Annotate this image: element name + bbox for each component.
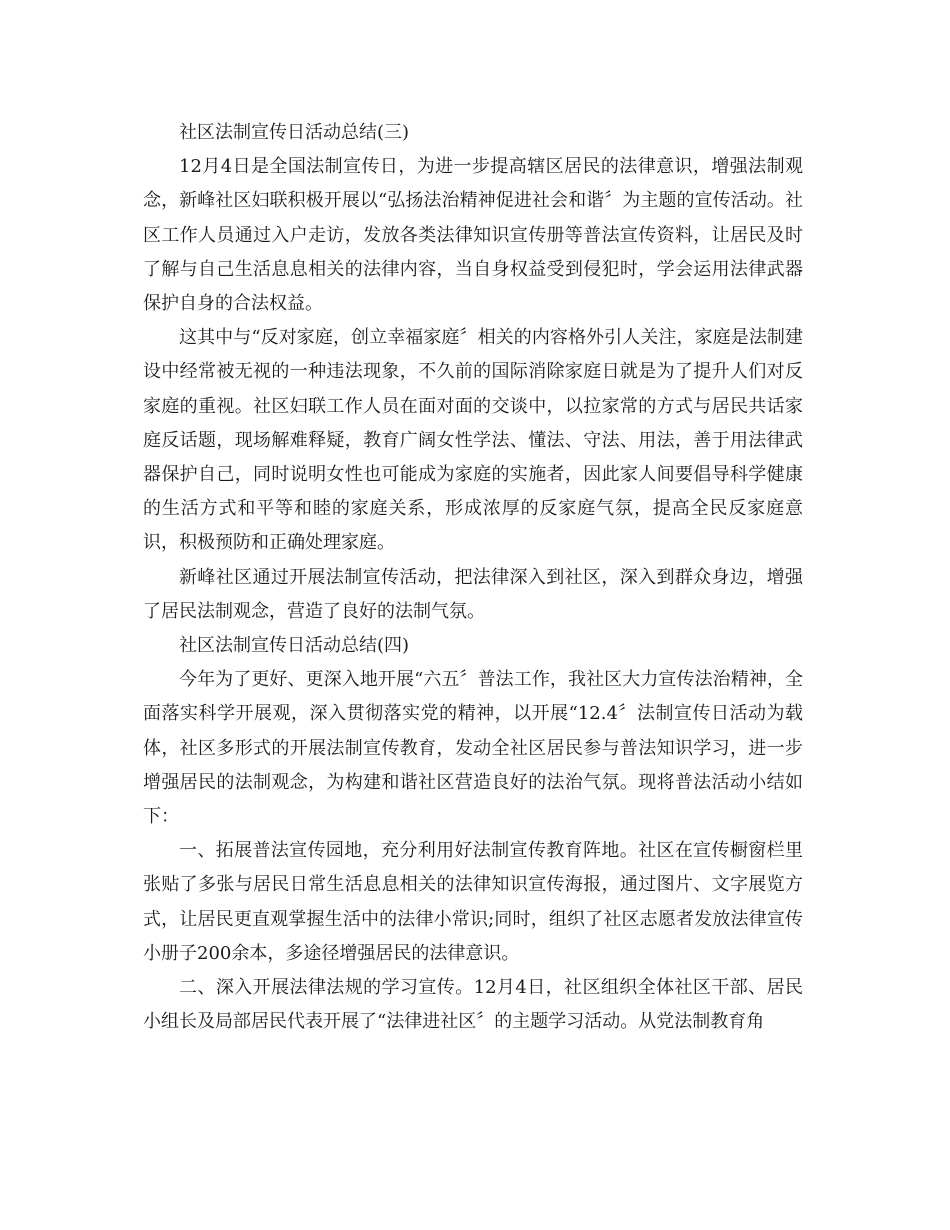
section-heading: 社区法制宣传日活动总结(四) (179, 635, 410, 657)
paragraph: 一、拓展普法宣传园地，充分利用好法制宣传教育阵地。社区在宣传橱窗栏里张贴了多张与居民日常生活息息相关的法律知识宣传海报，通过图片、文字展览方式，让居民更直观掌握生活中的法律小常识;同时，组织了社区志愿者发放法律宣传小册子200余本，多途径增强居民的法律意识。 (143, 840, 803, 964)
paragraph: 今年为了更好、更深入地开展“六五〞普法工作，我社区大力宣传法治精神，全面落实科学开展观，深入贯彻落实党的精神，以开展“12.4〞法制宣传日活动为载体，社区多形式的开展法制宣传教育，发动全社区居民参与普法知识学习，进一步增强居民的法制观念，为构建和谐社区营造良好的法治气氛。现将普法活动小结如下： (143, 669, 803, 828)
section-heading: 社区法制宣传日活动总结(三) (179, 122, 410, 143)
document-page (143, 116, 803, 1039)
paragraph: 12月4日是全国法制宣传日，为进一步提高辖区居民的法律意识，增强法制观念，新峰社区妇联积极开展以“弘扬法治精神促进社会和谐〞为主题的宣传活动。社区工作人员通过入户走访，发放各类法律知识宣传册等普法宣传资料，让居民及时了解与自己生活息息相关的法律内容，当自身权益受到侵犯时，学会运用法律武器保护自身的合法权益。 (143, 156, 803, 315)
paragraph: 二、深入开展法律法规的学习宣传。12月4日，社区组织全体社区干部、居民小组长及局部居民代表开展了“法律进社区〞的主题学习活动。从党法制教育角 (143, 977, 803, 1033)
paragraph: 新峰社区通过开展法制宣传活动，把法律深入到社区，深入到群众身边，增强了居民法制观念，营造了良好的法制气氛。 (143, 566, 803, 622)
paragraph: 这其中与“反对家庭，创立幸福家庭〞相关的内容格外引人关注，家庭是法制建设中经常被无视的一种违法现象，不久前的国际消除家庭日就是为了提升人们对反家庭的重视。社区妇联工作人员在面对面的交谈中，以拉家常的方式与居民共话家庭反话题，现场解难释疑，教育广阔女性学法、懂法、守法、用法，善于用法律武器保护自己，同时说明女性也可能成为家庭的实施者，因此家人间要倡导科学健康的生活方式和平等和睦的家庭关系，形成浓厚的反家庭气氛，提高全民反家庭意识，积极预防和正确处理家庭。 (143, 327, 803, 554)
